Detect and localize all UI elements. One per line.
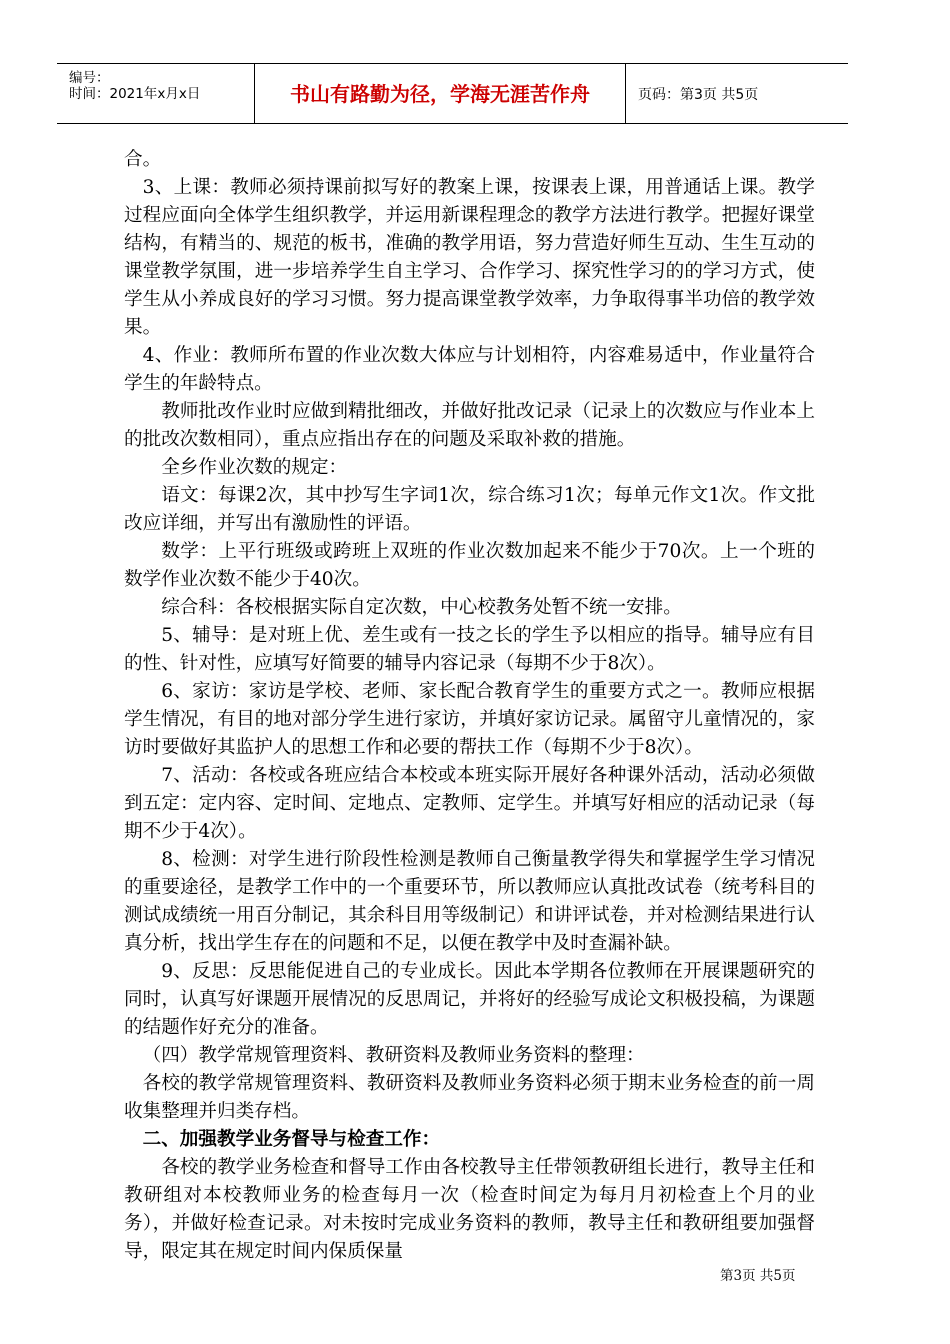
paragraph: 各校的教学常规管理资料、教研资料及教师业务资料必须于期末业务检查的前一周收集整理并归类存档。: [124, 1073, 815, 1122]
document-number-label: 编号：: [69, 70, 110, 86]
paragraph-supervision: 各校的教学业务检查和督导工作由各校教导主任带领教研组长进行，教导主任和教研组对本校教师业务的检查每月一次（检查时间定为每月月初检查上个月的业务），并做好检查记录。对未按时完成业务资料的教师，教导主任和教研组要加强督导，限定其在规定时间内保质保量: [124, 1157, 815, 1262]
header-page-number: 页码：第3页 共5页: [638, 87, 759, 103]
paragraph-section-four: （四）教学常规管理资料、教研资料及教师业务资料的整理：: [142, 1045, 645, 1066]
page-header: [57, 63, 848, 124]
paragraph-home-visit: 6、家访：家访是学校、老师、家长配合教育学生的重要方式之一。教师应根据学生情况，有目的地对部分学生进行家访，并填好家访记录。属留守儿童情况的，家访时要做好其监护人的思想工作和必要的帮扶工作（每期不少于8次）。: [124, 681, 815, 758]
paragraph-activities: 7、活动：各校或各班应结合本校或本班实际开展好各种课外活动，活动必须做到五定：定内容、定时间、定地点、定教师、定学生。并填写好相应的活动记录（每期不少于4次）。: [124, 765, 815, 842]
page-footer: 第3页 共5页: [720, 1268, 796, 1284]
paragraph-class-teaching: 3、上课：教师必须持课前拟写好的教案上课，按课表上课，用普通话上课。教学过程应面向全体学生组织教学，并运用新课程理念的教学方法进行教学。把握好课堂结构，有精当的、规范的板书，准确的教学用语，努力营造好师生互动、生生互动的课堂教学氛围，进一步培养学生自主学习、合作学习、探究性学习的的学习方式，使学生从小养成良好的学习习惯。努力提高课堂教学效率，力争取得事半功倍的教学效果。: [124, 177, 815, 338]
document-body: [124, 146, 815, 1266]
paragraph-reflection: 9、反思：反思能促进自己的专业成长。因此本学期各位教师在开展课题研究的同时，认真写好课题开展情况的反思周记，并将好的经验写成论文积极投稿，为课题的结题作好充分的准备。: [124, 961, 815, 1038]
header-page-cell: [626, 64, 848, 123]
paragraph: 合。: [124, 149, 162, 170]
header-motto: 书山有路勤为径，学海无涯苦作舟: [290, 82, 590, 106]
paragraph: 全乡作业次数的规定：: [161, 457, 348, 478]
paragraph-chinese: 语文：每课2次，其中抄写生字词1次，综合练习1次；每单元作文1次。作文批改应详细，并写出有激励性的评语。: [124, 485, 815, 534]
paragraph: 教师批改作业时应做到精批细改，并做好批改记录（记录上的次数应与作业本上的批改次数相同），重点应指出存在的问题及采取补救的措施。: [124, 401, 815, 450]
paragraph-tutoring: 5、辅导：是对班上优、差生或有一技之长的学生予以相应的指导。辅导应有目的性、针对性，应填写好简要的辅导内容记录（每期不少于8次）。: [124, 625, 815, 674]
paragraph-math: 数学：上平行班级或跨班上双班的作业次数加起来不能少于70次。上一个班的数学作业次数不能少于40次。: [124, 541, 815, 590]
header-motto-cell: [255, 64, 626, 123]
paragraph-testing: 8、检测：对学生进行阶段性检测是教师自己衡量教学得失和掌握学生学习情况的重要途径，是教学工作中的一个重要环节，所以教师应认真批改试卷（统考科目的测试成绩统一用百分制记，其余科目用等级制记）和讲评试卷，并对检测结果进行认真分析，找出学生存在的问题和不足，以便在教学中及时查漏补缺。: [124, 849, 815, 954]
header-meta-cell: [57, 64, 255, 123]
paragraph-comprehensive: 综合科：各校根据实际自定次数，中心校教务处暂不统一安排。: [161, 597, 682, 618]
document-time-label: 时间：2021年x月x日: [69, 86, 201, 102]
paragraph-homework: 4、作业：教师所布置的作业次数大体应与计划相符，内容难易适中，作业量符合学生的年龄特点。: [124, 345, 815, 394]
section-heading: 二、加强教学业务督导与检查工作：: [142, 1129, 441, 1150]
